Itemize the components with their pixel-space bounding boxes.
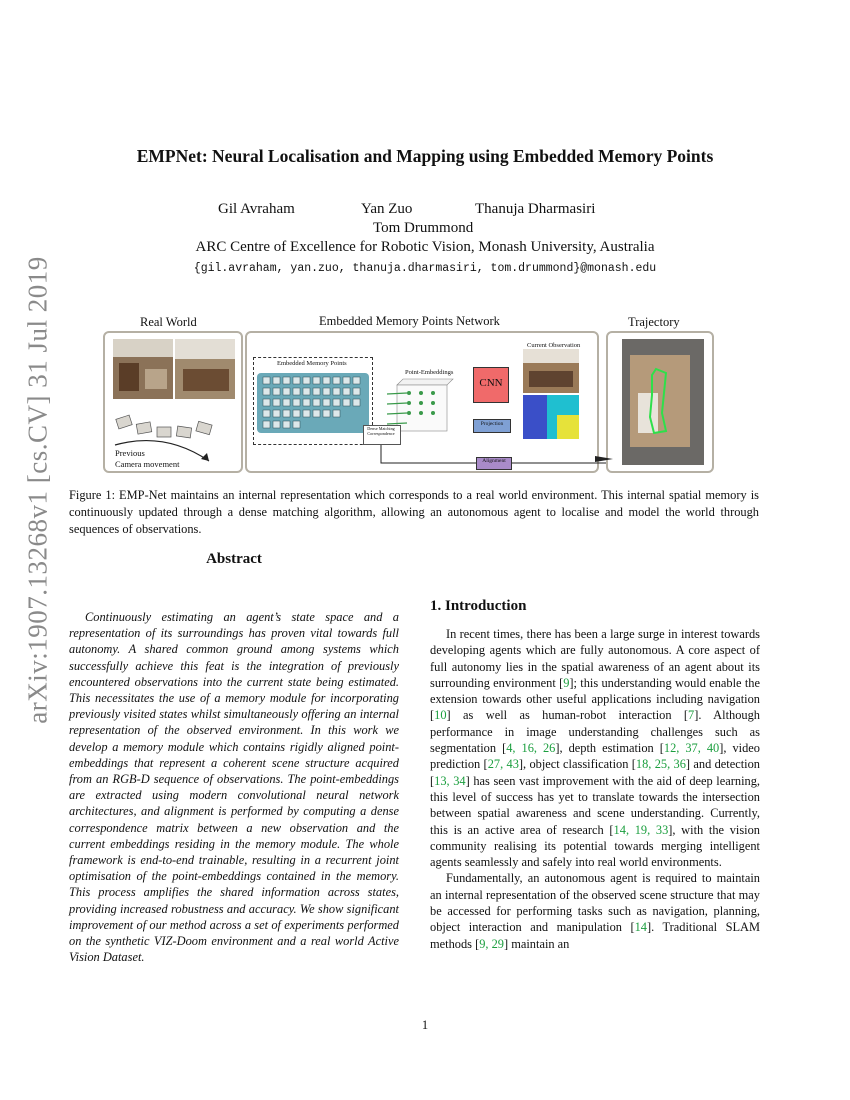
- point-embeddings-label: Point-Embeddings: [405, 369, 454, 376]
- trajectory-panel: [606, 331, 714, 473]
- citation[interactable]: 4, 16, 26: [506, 741, 556, 756]
- intro-paragraph-1: In recent times, there has been a large surge in interest towards developing agents which are fully autonomous. A core aspect of full autonomy lies in the spatial awareness of an agent about its surrounding environment [9]; this understanding would enable the extension towards other useful applications including navigation [10] as well as human-robot interaction [7]. Although performance in image understanding challenges such as segmentation [4, 16, 26], depth estimation [12, 37, 40], video prediction [27, 43], object classification [18, 25, 36] and detection [13, 34] has seen vast improvement with the aid of deep learning, this level of success has yet to translate towards the intersection between spatial awareness and scene understanding. Currently, this is an active area of research [14, 19, 33], with the vision community realising its potential towards merging intelligent agents seamlessly and safely into real world environments.: [430, 627, 761, 870]
- citation[interactable]: 12, 37, 40: [663, 741, 720, 756]
- paper-title: EMPNet: Neural Localisation and Mapping using Embedded Memory Points: [136, 146, 714, 166]
- cnn-label: CNN: [479, 377, 503, 389]
- intro-paragraph-2: Fundamentally, an autonomous agent is required to maintain an internal representation of the observed scene structure that may be accessed for performing tasks such as navigation, planning, object interaction and manipulation [14]. Traditional SLAM methods [9, 29] maintain an: [430, 871, 761, 951]
- arrow-to-trajectory: [595, 452, 615, 466]
- alignment-label: Alignment: [482, 458, 506, 464]
- projection-label: Projection: [480, 421, 504, 427]
- citation[interactable]: 7: [688, 708, 695, 723]
- author-4: Tom Drummond: [373, 220, 474, 236]
- dense-matching-label: Dense Matching Correspondence: [367, 426, 395, 436]
- emails: {gil.avraham, yan.zuo, thanuja.dharmasiri, tom.drummond}@monash.edu: [193, 262, 657, 275]
- citation[interactable]: 13, 34: [434, 773, 466, 788]
- real-world-panel: [103, 331, 243, 473]
- camera-movement-label: Camera movement: [115, 459, 180, 469]
- current-observation-images: [523, 349, 583, 441]
- abstract-heading: Abstract: [206, 551, 262, 567]
- panel-label-trajectory: Trajectory: [628, 315, 680, 329]
- page-number: 1: [421, 1018, 429, 1032]
- citation[interactable]: 27, 43: [487, 757, 519, 772]
- trajectory-map: [608, 333, 712, 471]
- citation[interactable]: 9: [563, 675, 570, 690]
- current-observation-label: Current Observation: [527, 342, 581, 349]
- citation[interactable]: 10: [434, 708, 447, 723]
- memory-label: Embedded Memory Points: [277, 360, 347, 367]
- citation[interactable]: 9, 29: [479, 936, 504, 951]
- figure-1: [100, 312, 720, 474]
- network-panel: [245, 331, 599, 473]
- intro-heading: 1. Introduction: [430, 598, 527, 614]
- panel-label-network: Embedded Memory Points Network: [319, 314, 500, 328]
- citation[interactable]: 14: [634, 920, 647, 935]
- figure-caption: Figure 1: EMP-Net maintains an internal representation which corresponds to a real world environment. This internal spatial memory is continuously updated through a dense matching algorithm, allowing an autonomous agent to localise and model the world through sequences of observations.: [69, 488, 759, 536]
- arxiv-sidebar: [18, 256, 58, 724]
- memory-grid: [255, 371, 373, 441]
- author-1: Gil Avraham: [218, 201, 295, 217]
- arxiv-id: arXiv:1907.13268v1 [cs.CV] 31 Jul 2019: [22, 256, 53, 724]
- intro-body: [430, 626, 760, 952]
- affiliation: ARC Centre of Excellence for Robotic Vision, Monash University, Australia: [195, 239, 655, 255]
- author-3: Thanuja Dharmasiri: [475, 201, 596, 217]
- panel-label-real-world: Real World: [140, 315, 197, 329]
- author-2: Yan Zuo: [361, 201, 413, 217]
- previous-label: Previous: [115, 448, 145, 458]
- abstract-text: Continuously estimating an agent’s state space and a representation of its surroundings has proven vital towards full autonomy. A shared common ground among systems which successfully achieve this feat is the integration of previously encountered observations into the current state being estimated. This necessitates the use of a memory module for incorporating previously visited states whilst simultaneously offering an internal representation of the observed environment. In this work we develop a memory module which contains rigidly aligned point-embeddings that represent a coherent scene structure acquired from an RGB-D sequence of observations. The point-embeddings are extracted using modern convolutional neural network architectures, and alignment is performed by computing a dense correspondence matrix between a new observation and the current embeddings residing in the memory module. The whole framework is end-to-end trainable, resulting in a recurrent joint optimisation of the point-embeddings contained in the memory. This process amplifies the shared information across states, providing increased robustness and accuracy. We show significant improvement of our method across a set of experiments performed on the synthetic VIZ-Doom environment and a real world Active Vision Dataset.: [69, 610, 399, 965]
- citation[interactable]: 14, 19, 33: [613, 822, 669, 837]
- citation[interactable]: 18, 25, 36: [635, 757, 686, 772]
